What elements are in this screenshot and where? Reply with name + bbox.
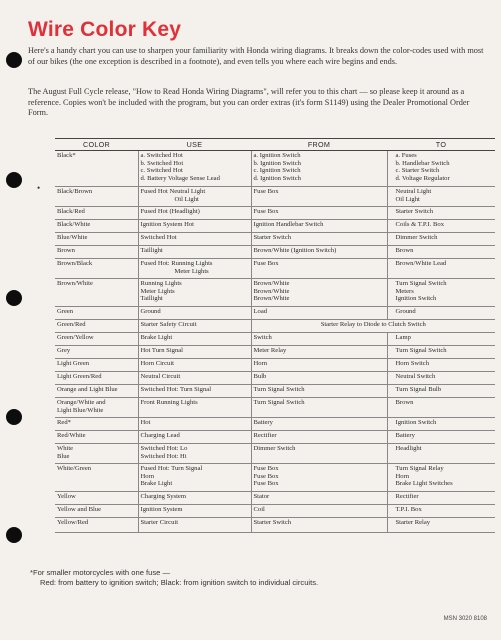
color-line: Light Green <box>57 360 90 367</box>
header-color: COLOR <box>55 139 138 151</box>
cell-from <box>251 187 387 207</box>
color-line: Orange and Light Blue <box>57 386 118 393</box>
to-line: Neutral Switch <box>395 373 436 380</box>
cell-to <box>387 505 495 518</box>
binder-hole-1 <box>6 52 22 68</box>
from-line: Rectifier <box>253 432 277 439</box>
cell-to <box>387 187 495 207</box>
cell-color <box>55 418 138 431</box>
from-line: Turn Signal Switch <box>253 399 305 406</box>
footnote-line-2: Red: from battery to ignition switch; Black: from ignition switch to individual circuits. <box>40 578 319 587</box>
to-line: Turn Signal Switch <box>395 347 447 354</box>
binder-hole-4 <box>6 409 22 425</box>
cell-from <box>251 233 387 246</box>
cell-color <box>55 207 138 220</box>
to-line: c. Starter Switch <box>395 167 440 175</box>
cell-from <box>251 431 387 444</box>
from-line: Fuse Box <box>253 260 279 267</box>
color-line: Yellow/Red <box>57 519 89 526</box>
cell-color <box>55 187 138 207</box>
use-line: Horn Circuit <box>140 360 175 367</box>
cell-from <box>251 279 387 307</box>
table-body <box>55 151 495 533</box>
cell-from <box>251 385 387 398</box>
color-line: Yellow <box>57 493 76 500</box>
color-line: White <box>57 445 74 452</box>
to-line: Oil Light <box>395 195 420 203</box>
cell-color <box>55 346 138 359</box>
to-line: Brake Light Switches <box>395 480 453 488</box>
cell-color <box>55 431 138 444</box>
cell-use <box>138 187 251 207</box>
cell-to <box>387 372 495 385</box>
color-line: Brown/Black <box>57 260 93 267</box>
color-line: Black/Brown <box>57 188 93 195</box>
cell-use <box>138 259 251 279</box>
table-row <box>55 187 495 207</box>
cell-color <box>55 505 138 518</box>
from-line: Fuse Box <box>253 208 279 215</box>
cell-color <box>55 398 138 418</box>
from-line: Bulb <box>253 373 267 380</box>
cell-from <box>251 505 387 518</box>
table-row <box>55 398 495 418</box>
cell-color <box>55 246 138 259</box>
cell-color <box>55 372 138 385</box>
table-row <box>55 307 495 320</box>
use-line: Starter Circuit <box>140 519 179 526</box>
to-line: Rectifier <box>395 493 419 500</box>
from-line: Brown/White <box>253 295 290 303</box>
cell-color <box>55 233 138 246</box>
cell-use <box>138 207 251 220</box>
table-row <box>55 372 495 385</box>
from-line: Fuse Box <box>253 188 279 195</box>
table-row <box>55 151 495 187</box>
table-row <box>55 259 495 279</box>
use-line: b. Switched Hot <box>140 159 184 167</box>
table-row <box>55 246 495 259</box>
cell-color <box>55 333 138 346</box>
use-line: Oil Light <box>174 195 199 203</box>
table-row <box>55 505 495 518</box>
use-line: Running Lights <box>140 280 182 287</box>
from-line: Coil <box>253 506 265 513</box>
to-line: Headlight <box>395 445 422 452</box>
cell-to <box>387 207 495 220</box>
to-line: Brown/White Lead <box>395 260 447 267</box>
cell-from <box>251 220 387 233</box>
from-line: Horn <box>253 360 268 367</box>
table-row <box>55 279 495 307</box>
cell-from <box>251 207 387 220</box>
use-line: a. Switched Hot <box>140 152 183 159</box>
use-line: Hot <box>140 419 151 426</box>
use-line: Charging Lead <box>140 432 180 439</box>
table-row <box>55 464 495 492</box>
use-line: Horn <box>140 472 155 480</box>
table-row <box>55 233 495 246</box>
cell-use <box>138 492 251 505</box>
from-line: b. Ignition Switch <box>253 159 301 167</box>
cell-to <box>387 518 495 533</box>
cell-color <box>55 385 138 398</box>
cell-color <box>55 307 138 320</box>
use-line: Fused Hot (Headlight) <box>140 208 200 215</box>
use-line: Starter Safety Circuit <box>140 321 197 328</box>
to-line: d. Voltage Regulator <box>395 174 450 182</box>
from-line: Brown/White (Ignition Switch) <box>253 247 337 254</box>
from-line: a. Ignition Switch <box>253 152 301 159</box>
from-line: Fuse Box <box>253 480 279 488</box>
cell-use <box>138 220 251 233</box>
cell-to <box>387 385 495 398</box>
table-row <box>55 333 495 346</box>
to-line: Starter Switch <box>395 208 434 215</box>
cell-to <box>387 259 495 279</box>
cell-use <box>138 333 251 346</box>
color-line: White/Green <box>57 465 92 472</box>
cell-to <box>387 359 495 372</box>
from-line: Battery <box>253 419 273 426</box>
to-line: Turn Signal Bulb <box>395 386 442 393</box>
cell-color <box>55 151 138 187</box>
cell-to <box>387 279 495 307</box>
color-line: Brown <box>57 247 75 254</box>
footnote-line-1: *For smaller motorcycles with one fuse — <box>30 568 171 577</box>
cell-use <box>138 279 251 307</box>
intro-paragraph-2: The August Full Cycle release, "How to Read Honda Wiring Diagrams", will refer you to this chart — so please keep it around as a reference. Copies won't be included with the program, but you can order extras (it's form S1149) using the Dealer Promotional Order Form. <box>28 87 470 118</box>
cell-from <box>251 151 387 187</box>
cell-use <box>138 518 251 533</box>
use-line: Front Running Lights <box>140 399 198 406</box>
use-line: Charging System <box>140 493 186 500</box>
header-use: USE <box>138 139 251 151</box>
margin-mark: • <box>37 183 41 193</box>
to-line: Dimmer Switch <box>395 234 438 241</box>
from-line: Starter Switch <box>253 234 292 241</box>
color-line: Orange/White and <box>57 399 106 406</box>
from-line: Brown/White <box>253 287 290 295</box>
cell-color <box>55 359 138 372</box>
cell-use <box>138 464 251 492</box>
table-row <box>55 418 495 431</box>
document-number: MSN 3020 8108 <box>443 616 487 622</box>
from-line: Meter Relay <box>253 347 287 354</box>
from-line: Switch <box>253 334 272 341</box>
color-line: Blue/White <box>57 234 88 241</box>
use-line: Meter Lights <box>174 267 209 275</box>
cell-use <box>138 505 251 518</box>
use-line: d. Battery Voltage Sense Lead <box>140 174 220 182</box>
cell-to <box>387 418 495 431</box>
cell-use <box>138 418 251 431</box>
use-line: c. Switched Hot <box>140 167 183 175</box>
color-line: Green/Yellow <box>57 334 94 341</box>
cell-to <box>387 346 495 359</box>
cell-use <box>138 385 251 398</box>
cell-from <box>251 464 387 492</box>
to-line: Coils & T.P.I. Box <box>395 221 444 228</box>
from-line: Ignition Handlebar Switch <box>253 221 324 228</box>
cell-to <box>387 220 495 233</box>
table-row <box>55 207 495 220</box>
use-line: Switched Hot: Hi <box>140 452 187 460</box>
use-line: Taillight <box>140 247 163 254</box>
cell-use <box>138 359 251 372</box>
cell-use <box>138 372 251 385</box>
table-row <box>55 346 495 359</box>
from-line: d. Ignition Switch <box>253 174 301 182</box>
cell-to <box>387 151 495 187</box>
table-row <box>55 220 495 233</box>
cell-from <box>251 492 387 505</box>
cell-from <box>251 333 387 346</box>
from-line: Dimmer Switch <box>253 445 296 452</box>
table-row <box>55 320 495 333</box>
cell-color <box>55 320 138 333</box>
cell-color <box>55 220 138 233</box>
cell-to <box>387 307 495 320</box>
to-line: Horn <box>395 472 410 480</box>
cell-color <box>55 279 138 307</box>
binder-hole-3 <box>6 290 22 306</box>
to-line: Ground <box>395 308 416 315</box>
to-line: b. Handlebar Switch <box>395 159 450 167</box>
from-line: Fuse Box <box>253 472 279 480</box>
from-line: Starter Switch <box>253 519 292 526</box>
cell-from <box>251 246 387 259</box>
color-line: Light Blue/White <box>57 406 104 414</box>
cell-to <box>387 444 495 464</box>
cell-from-to: Starter Relay to Diode to Clutch Switch <box>251 320 495 333</box>
table-row <box>55 385 495 398</box>
to-line: Battery <box>395 432 415 439</box>
cell-from <box>251 307 387 320</box>
cell-from <box>251 398 387 418</box>
to-line: Turn Signal Switch <box>395 280 447 287</box>
use-line: Switched Hot: Lo <box>140 445 188 452</box>
color-line: Light Green/Red <box>57 373 102 380</box>
to-line: Brown <box>395 399 414 406</box>
table-row <box>55 518 495 533</box>
to-line: Lamp <box>395 334 411 341</box>
table-row <box>55 431 495 444</box>
header-to: TO <box>387 139 495 151</box>
color-line: Black/White <box>57 221 91 228</box>
use-line: Ground <box>140 308 161 315</box>
use-line: Ignition System <box>140 506 183 513</box>
color-line: Green/Red <box>57 321 86 328</box>
to-line: a. Fuses <box>395 152 417 159</box>
cell-to <box>387 398 495 418</box>
color-line: Blue <box>57 452 70 460</box>
cell-to <box>387 233 495 246</box>
from-line: Stator <box>253 493 270 500</box>
cell-from <box>251 359 387 372</box>
to-line: Neutral Light <box>395 188 432 195</box>
use-line: Ignition System Hot <box>140 221 194 228</box>
cell-use <box>138 444 251 464</box>
from-line: c. Ignition Switch <box>253 167 301 175</box>
cell-from <box>251 372 387 385</box>
use-line: Fused Hot: Running Lights <box>140 260 213 267</box>
use-line: Hot Turn Signal <box>140 347 184 354</box>
use-line: Brake Light <box>140 480 173 488</box>
cell-to <box>387 333 495 346</box>
to-line: Meters <box>395 287 414 295</box>
cell-color <box>55 518 138 533</box>
cell-from <box>251 346 387 359</box>
binder-hole-5 <box>6 527 22 543</box>
color-line: Green <box>57 308 74 315</box>
to-line: Ignition Switch <box>395 295 437 303</box>
use-line: Neutral Circuit <box>140 373 181 380</box>
intro-paragraph-1: Here's a handy chart you can use to sharpen your familiarity with Honda wiring diagrams. It breaks down the color-codes used with most of our bikes (the one exception is described in a footnote), and even tells you where each wire begins and ends. <box>28 46 484 66</box>
cell-color <box>55 259 138 279</box>
use-line: Switched Hot <box>140 234 177 241</box>
color-line: Grey <box>57 347 71 354</box>
wire-color-table <box>55 138 495 533</box>
cell-use <box>138 246 251 259</box>
cell-use <box>138 431 251 444</box>
cell-from <box>251 444 387 464</box>
from-line: Turn Signal Switch <box>253 386 305 393</box>
table-row <box>55 359 495 372</box>
color-line: Black* <box>57 152 76 159</box>
to-line: Starter Relay <box>395 519 431 526</box>
cell-from <box>251 518 387 533</box>
from-line: Brown/White <box>253 280 290 287</box>
header-from: FROM <box>251 139 387 151</box>
cell-from <box>251 259 387 279</box>
binder-hole-2 <box>6 172 22 188</box>
use-line: Fused Hot: Turn Signal <box>140 465 203 472</box>
footnote <box>30 568 490 588</box>
color-line: Red* <box>57 419 71 426</box>
cell-use <box>138 398 251 418</box>
cell-color <box>55 492 138 505</box>
cell-to <box>387 431 495 444</box>
use-line: Switched Hot: Turn Signal <box>140 386 212 393</box>
to-line: Horn Switch <box>395 360 430 367</box>
to-line: Brown <box>395 247 414 254</box>
color-line: Black/Red <box>57 208 85 215</box>
use-line: Brake Light <box>140 334 173 341</box>
to-line: Turn Signal Relay <box>395 465 444 472</box>
to-line: Ignition Switch <box>395 419 437 426</box>
color-line: Brown/White <box>57 280 93 287</box>
page-title: Wire Color Key <box>28 18 182 41</box>
from-line: Fuse Box <box>253 465 279 472</box>
cell-to <box>387 246 495 259</box>
cell-to <box>387 464 495 492</box>
table-header-row <box>55 139 495 151</box>
use-line: Meter Lights <box>140 287 175 295</box>
cell-use <box>138 307 251 320</box>
table-row <box>55 492 495 505</box>
cell-use <box>138 346 251 359</box>
color-line: Red/White <box>57 432 86 439</box>
cell-to <box>387 492 495 505</box>
cell-use <box>138 320 251 333</box>
cell-color <box>55 464 138 492</box>
cell-use <box>138 233 251 246</box>
cell-from <box>251 418 387 431</box>
to-line: T.P.I. Box <box>395 506 422 513</box>
from-line: Load <box>253 308 268 315</box>
use-line: Taillight <box>140 295 163 303</box>
cell-color <box>55 444 138 464</box>
cell-use <box>138 151 251 187</box>
table-row <box>55 444 495 464</box>
color-line: Yellow and Blue <box>57 506 102 513</box>
use-line: Fused Hot Neutral Light <box>140 188 206 195</box>
